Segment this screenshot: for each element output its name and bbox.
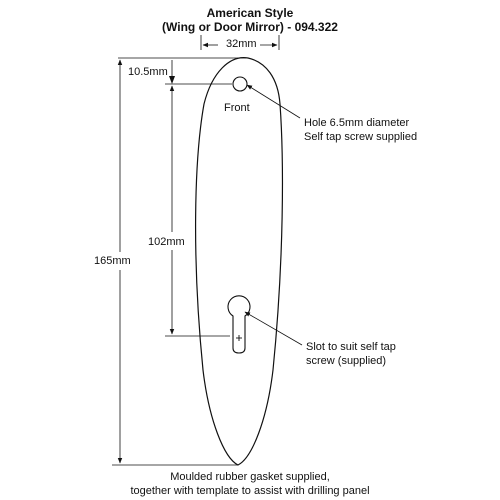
slot-leader [245, 312, 302, 345]
diagram-subtitle: (Wing or Door Mirror) - 094.322 [162, 20, 338, 34]
mounting-hole [233, 77, 247, 91]
front-label: Front [224, 102, 250, 114]
width-dimension-label: 32mm [226, 38, 257, 50]
slot-label-line2: screw (supplied) [306, 355, 387, 367]
diagram-title: American Style [206, 6, 294, 20]
hole-label-line1: Hole 6.5mm diameter [304, 117, 410, 129]
overall-length-label: 165mm [94, 255, 131, 267]
gasket-outline [196, 58, 283, 465]
hole-label-line2: Self tap screw supplied [304, 131, 418, 143]
hole-spacing-label: 102mm [148, 236, 185, 248]
hole-leader [247, 85, 300, 118]
footer-line1: Moulded rubber gasket supplied, [170, 471, 330, 483]
footer-line2: together with template to assist with drilling panel [130, 485, 370, 497]
top-offset-label: 10.5mm [128, 66, 168, 78]
keyhole-slot [228, 296, 250, 353]
slot-label-line1: Slot to suit self tap [306, 341, 396, 353]
top-offset-arrow-down [169, 76, 175, 84]
